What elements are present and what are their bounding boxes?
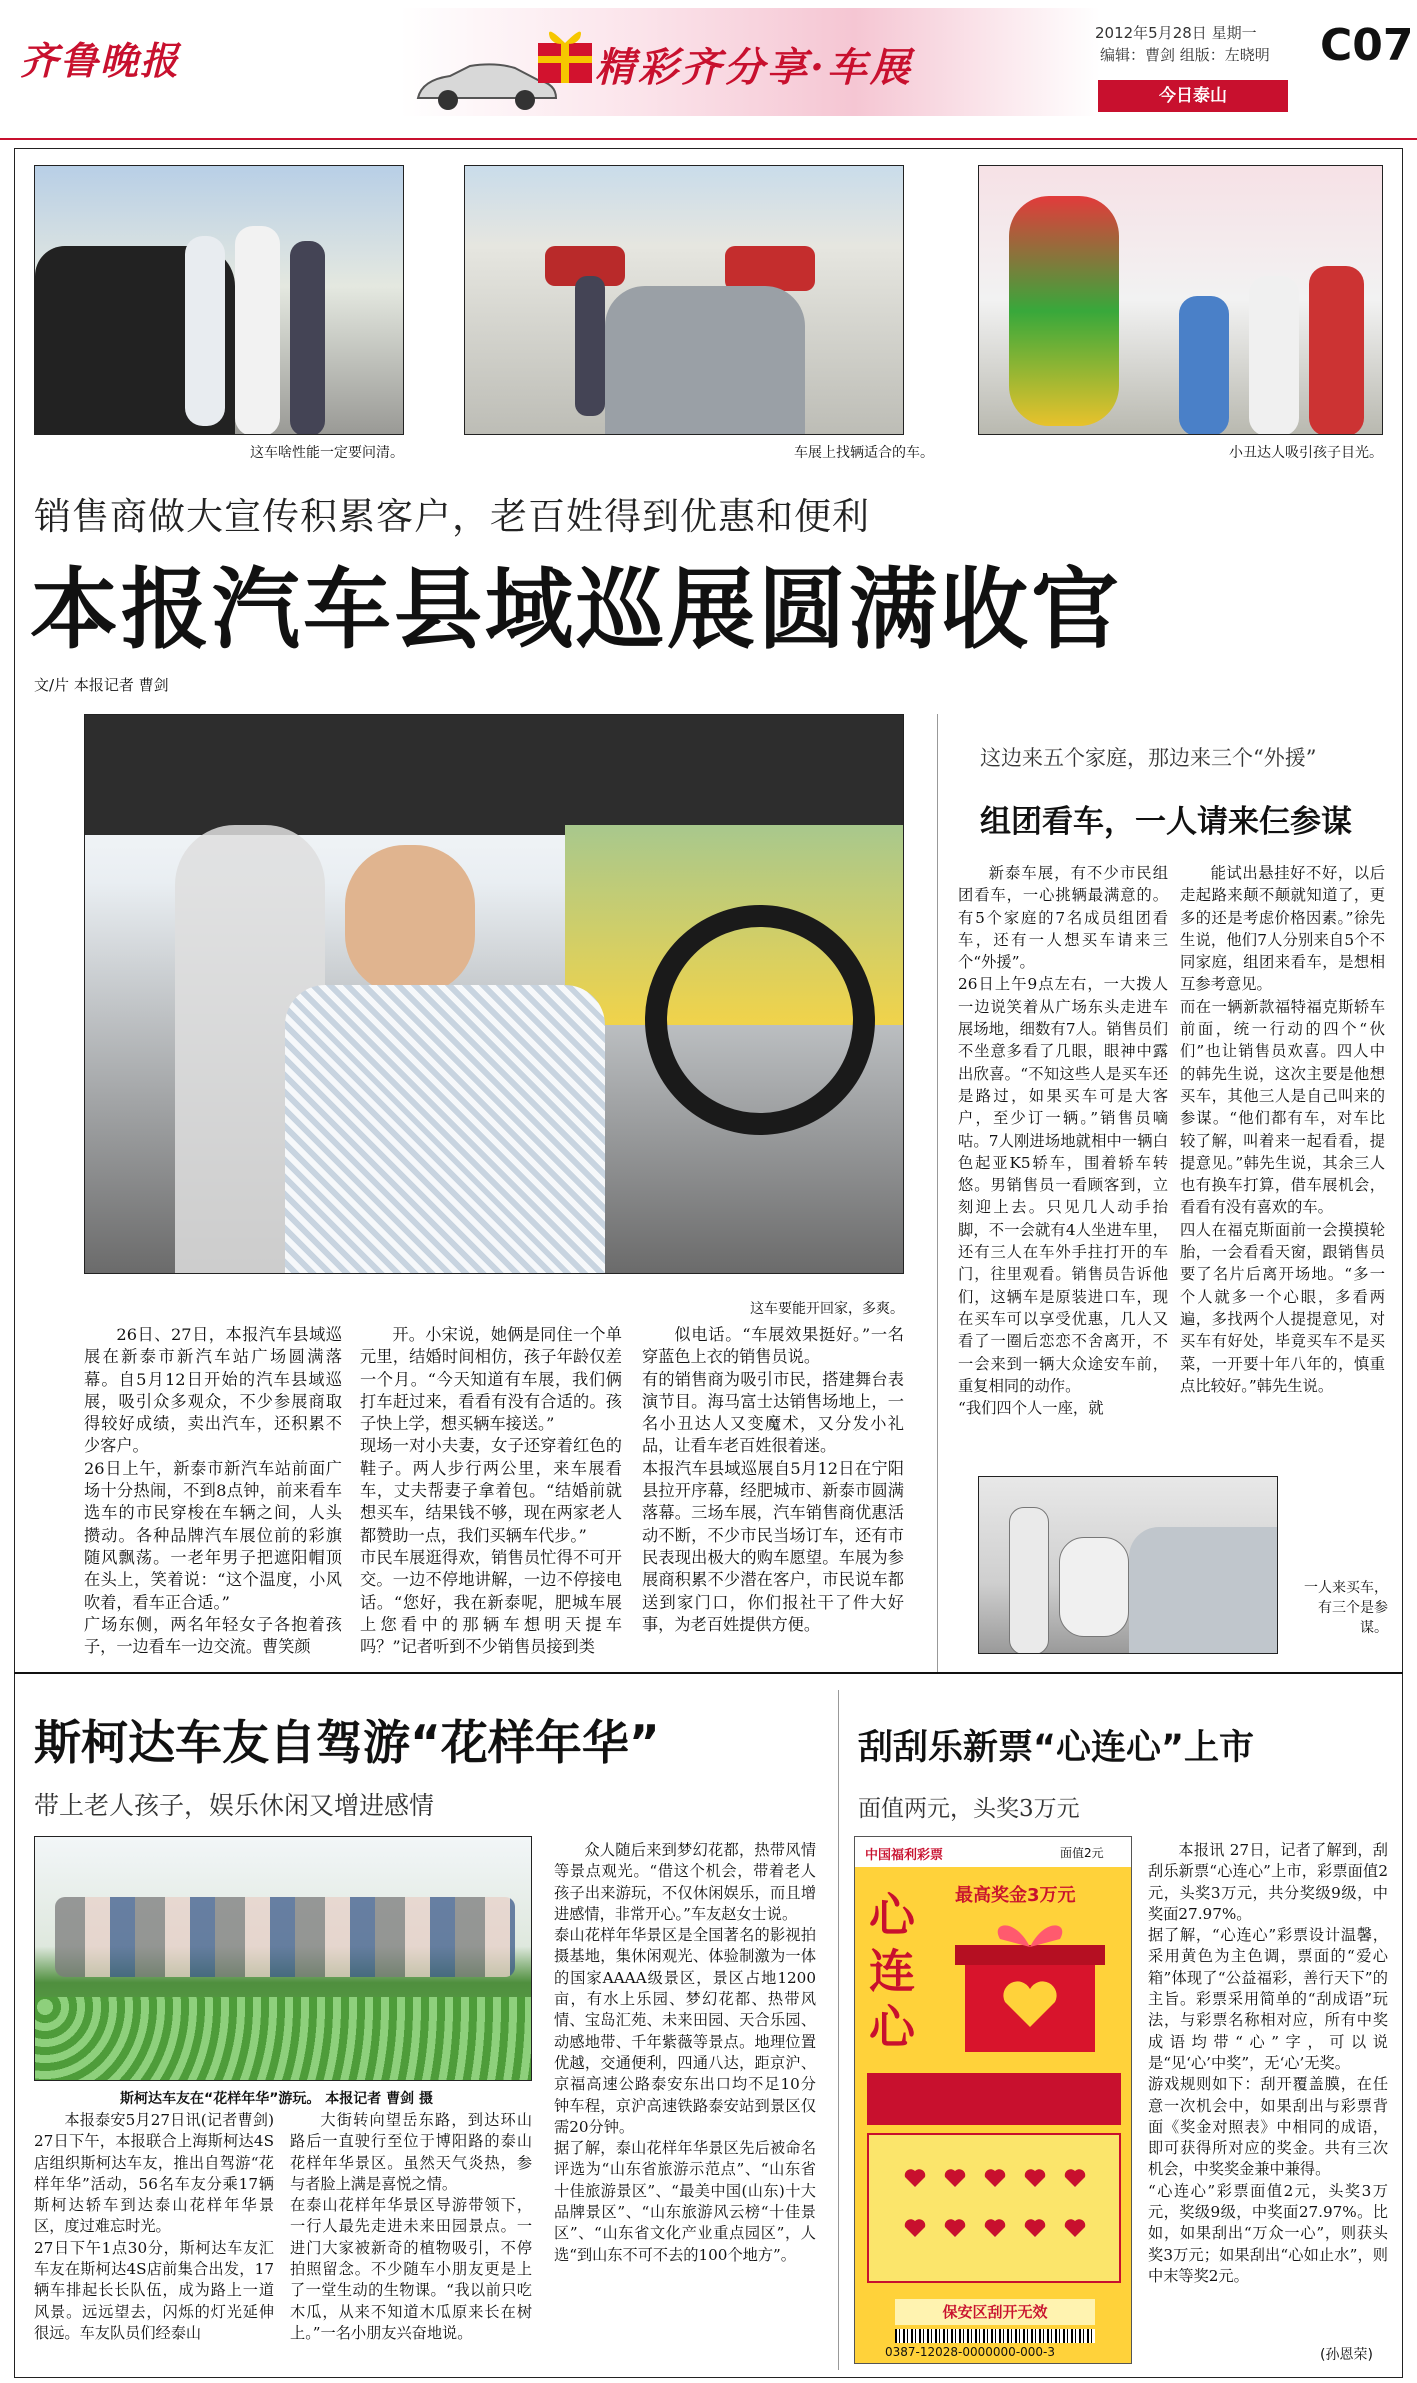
side-story-col-1 <box>958 862 1168 1419</box>
top-photo-3-caption: 小丑达人吸引孩子目光。 <box>1229 445 1383 461</box>
skoda-headline: 斯柯达车友自驾游“花样年华” <box>34 1716 660 1771</box>
heart-row-icon <box>895 2157 1095 2257</box>
section-tag: 今日泰山 <box>1098 80 1288 112</box>
top-photo-2-caption: 车展上找辆适合的车。 <box>794 445 934 461</box>
side-photo <box>978 1476 1278 1654</box>
top-photo-1 <box>34 165 404 435</box>
paper-name: 齐鲁晚报 <box>20 38 181 83</box>
side-kicker: 这边来五个家庭，那边来三个“外援” <box>980 746 1317 770</box>
ticket-serial: 0387-12028-0000000-000-3 <box>885 2345 1056 2359</box>
main-story-col-1-text: 26日、27日，本报汽车县域巡展在新泰市新汽车站广场圆满落幕。自5月12日开始的汽车县域巡展，吸引众多观众，不少参展商取得较好成绩，卖出汽车，还积累不少客户。 26日上午，新泰市新汽车站前面广场十分热闹，不到8点钟，前来看车选车的市民穿梭在车辆之间，人头攒动。各种品牌汽车展位前的彩旗随风飘荡。一老年男子把遮阳帽顶在头上，笑着说：“这个温度，小风吹着，看车正合适。” 广场东侧，两名年轻女子各抱着孩子，一边看车一边交流。曹笑颜 <box>84 1325 342 1657</box>
skoda-col-1-text: 本报泰安5月27日讯(记者曹剑) 27日下午，本报联合上海斯柯达4S店组织斯柯达车友，推出自驾游“花样年华”活动，56名车友分乘17辆斯柯达轿车到达泰山花样年华景区，度过难忘时光。 27日下午1点30分，斯柯达车友汇车友在斯柯达4S店前集合出发，17辆车排起长长队伍，成为路上一道风景。远远望去，闪烁的灯光延伸很远。车友队员们经泰山 <box>34 2111 274 2342</box>
ticket-title: 心连心 <box>869 1888 915 2054</box>
side-story-col-1-text: 新泰车展，有不少市民组团看车，一心挑辆最满意的。有5个家庭的7名成员组团看车，还有一人想买车请来三个“外援”。 26日上午9点左右，一大拨人一边说笑着从广场东头走进车展场地，细数有7人。销售员们不坐意多看了几眼，眼神中露出欣喜。“不知这些人是买车还是路过，如果买车可是大客户，至少订一辆。”销售员嘀咕。7人刚进场地就相中一辆白色起亚K5轿车，围着轿车转悠。男销售员一看顾客到，立刻迎上去。只见几人动手抬脚，不一会就有4人坐进车里，还有三人在车外手拄打开的车门，往里观看。销售员告诉他们，这辆车是原装进口车，现在买车可以享受优惠，几人又看了一圈后恋恋不舍离开，不一会来到一辆大众途安车前，重复相同的动作。 “我们四个人一座，就 <box>958 864 1168 1418</box>
page-number: C07 <box>1320 20 1414 71</box>
skoda-photo <box>34 1836 532 2081</box>
gift-box-icon <box>530 18 600 88</box>
lottery-col <box>1148 1840 1388 2287</box>
skoda-photo-caption: 斯柯达车友在“花样年华”游玩。 本报记者 曹剑 摄 <box>120 2091 434 2107</box>
top-photo-3 <box>978 165 1383 435</box>
ticket-scratch-label: 保安区刮开无效 <box>895 2299 1095 2325</box>
main-photo-caption: 这车要能开回家，多爽。 <box>750 1301 904 1317</box>
skoda-col-2 <box>290 2110 532 2344</box>
side-divider <box>937 714 938 1674</box>
main-photo <box>84 714 904 1274</box>
skoda-col-3-text: 众人随后来到梦幻花都，热带风情等景点观光。“借这个机会，带着老人孩子出来游玩，不仅休闲娱乐，而且增进感情，非常开心。”车友赵女士说。 泰山花样年华景区是全国著名的影视拍摄基地，集休闲观光、体验制激为一体的国家AAAA级景区，景区占地1200亩，有水上乐园、梦幻花都、热带风情、宝岛汇苑、未来田园、天合乐园、动感地带、千年紫薇等景点。地理位置优越，交通便利，四通八达，距京沪、京福高速公路泰安东出口均不足10分钟车程，京沪高速铁路泰安站到景区仅需20分钟。 据了解，泰山花样年华景区先后被命名评选为“山东省旅游示范点”、“山东省十佳旅游景区”、“最美中国(山东)十大品牌景区”、“山东旅游风云榜“十佳景区”、“山东省文化产业重点园区”，人选“到山东不可不去的100个地方”。 <box>554 1841 816 2264</box>
main-kicker: 销售商做大宣传积累客户，老百姓得到优惠和便利 <box>34 495 870 538</box>
banner <box>400 8 1100 116</box>
lottery-credit: (孙恩荣) <box>1320 2347 1373 2363</box>
main-story-col-3 <box>642 1324 904 1636</box>
lottery-subhead: 面值两元，头奖3万元 <box>858 1796 1080 1822</box>
main-headline: 本报汽车县域巡展圆满收官 <box>30 558 1123 661</box>
ticket-brand: 中国福利彩票 <box>865 1848 944 1863</box>
side-story-col-2-text: 能试出悬挂好不好，以后走起路来颠不颠就知道了，更多的还是考虑价格因素。”徐先生说，他们7人分别来自5个不同家庭，组团来看车，是想相互参考意见。 而在一辆新款福特福克斯轿车前面，统一行动的四个“伙们”也让销售员欢喜。四人中的韩先生说，这次主要是他想买车，其他三人是自己叫来的参谋。“他们都有车，对车比较了解，叫着来一起看看，提提意见。”韩先生说，其余三人也有换车打算，借车展机会，看看有没有喜欢的车。 四人在福克斯面前一会摸摸轮胎，一会看看天窗，跟销售员要了名片后离开场地。“多一个人就多一个心眼，多看两遍，多找两个人提提意见，对买车有好处，毕竟买车不是买菜，一开要十年八年的，慎重点比较好。”韩先生说。 <box>1180 864 1385 1395</box>
skoda-col-2-text: 大街转向望岳东路，到达环山路后一直驶行至位于博阳路的泰山花样年华景区。虽然天气炎热，参与者脸上满是喜悦之情。 在泰山花样年华景区导游带领下，一行人最先走进未来田园景点。一进门大家被新奇的植物吸引，不停拍照留念。不少随车小朋友更是上了一堂生动的生物课。“我以前只吃木瓜，从来不知道木瓜原来长在树上。”一名小朋友兴奋地说。 <box>290 2111 532 2342</box>
lottery-col-text: 本报讯 27日，记者了解到，刮刮乐新票“心连心”上市，彩票面值2元，头奖3万元，共分奖级9级，中奖面27.97%。 据了解，“心连心”彩票设计温馨，采用黄色为主色调，票面的“爱心箱”体现了“公益福彩，善行天下”的主旨。彩票采用简单的“刮成语”玩法，与彩票名称相对应，所有中奖成语均带“心”字，可以说是“见‘心’中奖”，无‘心’无奖。 游戏规则如下：刮开覆盖膜，在任意一次机会中，如果刮出与彩票背面《奖金对照表》中相同的成语，即可获得所对应的奖金。共有三次机会，中奖奖金兼中兼得。 “心连心”彩票面值2元，头奖3万元，奖级9级，中奖面27.97%。比如，如果刮出“万众一心”，则获头奖3万元；如果刮出“心如止水”，则中末等奖2元。 <box>1148 1841 1388 2285</box>
main-story-col-2-text: 开。小宋说，她俩是同住一个单元里，结婚时间相仿，孩子年龄仅差一个月。“今天知道有车展，我们俩打车赶过来，看看有没有合适的。孩子快上学，想买辆车接送。” 现场一对小夫妻，女子还穿着红色的鞋子。两人步行两公里，来车展看车，丈夫帮妻子拿着包。“结婚前就想买车，结果钱不够，现在两家老人都赞助一点，我们买辆车代步。” 市民车展逛得欢，销售员忙得不可开交。一边不停地讲解，一边不停接电话。“您好，我在新泰呢，肥城车展上您看中的那辆车想明天提车吗？”记者听到不少销售员接到类 <box>360 1325 622 1657</box>
banner-title: 精彩齐分享·车展 <box>595 44 913 91</box>
gift-box-heart-icon <box>935 1917 1125 2057</box>
skoda-col-3 <box>554 1840 816 2266</box>
side-photo-caption: 一人来买车，有三个是参谋。 <box>1304 1580 1388 1636</box>
skoda-col-1 <box>34 2110 274 2344</box>
top-photo-1-caption: 这车啥性能一定要问清。 <box>250 445 404 461</box>
skoda-subhead: 带上老人孩子，娱乐休闲又增进感情 <box>34 1791 435 1820</box>
ticket-top-prize: 最高奖金3万元 <box>955 1885 1076 1906</box>
masthead <box>0 0 1417 150</box>
side-headline: 组团看车，一人请来仨参谋 <box>980 804 1352 840</box>
top-photo-2 <box>464 165 904 435</box>
bottom-divider-h <box>14 1672 1403 1674</box>
ticket-face-value: 面值2元 <box>1060 1846 1104 1860</box>
lottery-headline: 刮刮乐新票“心连心”上市 <box>858 1728 1255 1768</box>
main-story-col-1 <box>84 1324 342 1658</box>
side-story-col-2 <box>1180 862 1385 1397</box>
main-byline: 文/片 本报记者 曹剑 <box>34 676 169 694</box>
date-line: 2012年5月28日 星期一 <box>1095 24 1257 42</box>
masthead-rule <box>0 138 1417 140</box>
main-story-col-2 <box>360 1324 622 1658</box>
editor-line: 编辑：曹剑 组版：左晓明 <box>1100 46 1270 64</box>
main-story-col-3-text: 似电话。“车展效果挺好。”一名穿蓝色上衣的销售员说。 有的销售商为吸引市民，搭建舞台表演节目。海马富士达销售场地上，一名小丑达人又变魔术，又分发小礼品，让看车老百姓很着迷。 本报汽车县域巡展自5月12日在宁阳县拉开序幕，经肥城市、新泰市圆满落幕。三场车展，汽车销售商优惠活动不断，不少市民当场订车，还有市民表现出极大的购车愿望。车展为参展商积累不少潜在客户，市民说车都送到家门口，你们报社干了件大好事，为老百姓提供方便。 <box>642 1325 904 1634</box>
lottery-ticket <box>854 1836 1132 2364</box>
ticket-barcode <box>895 2329 1095 2343</box>
bottom-divider-v <box>838 1690 839 2370</box>
